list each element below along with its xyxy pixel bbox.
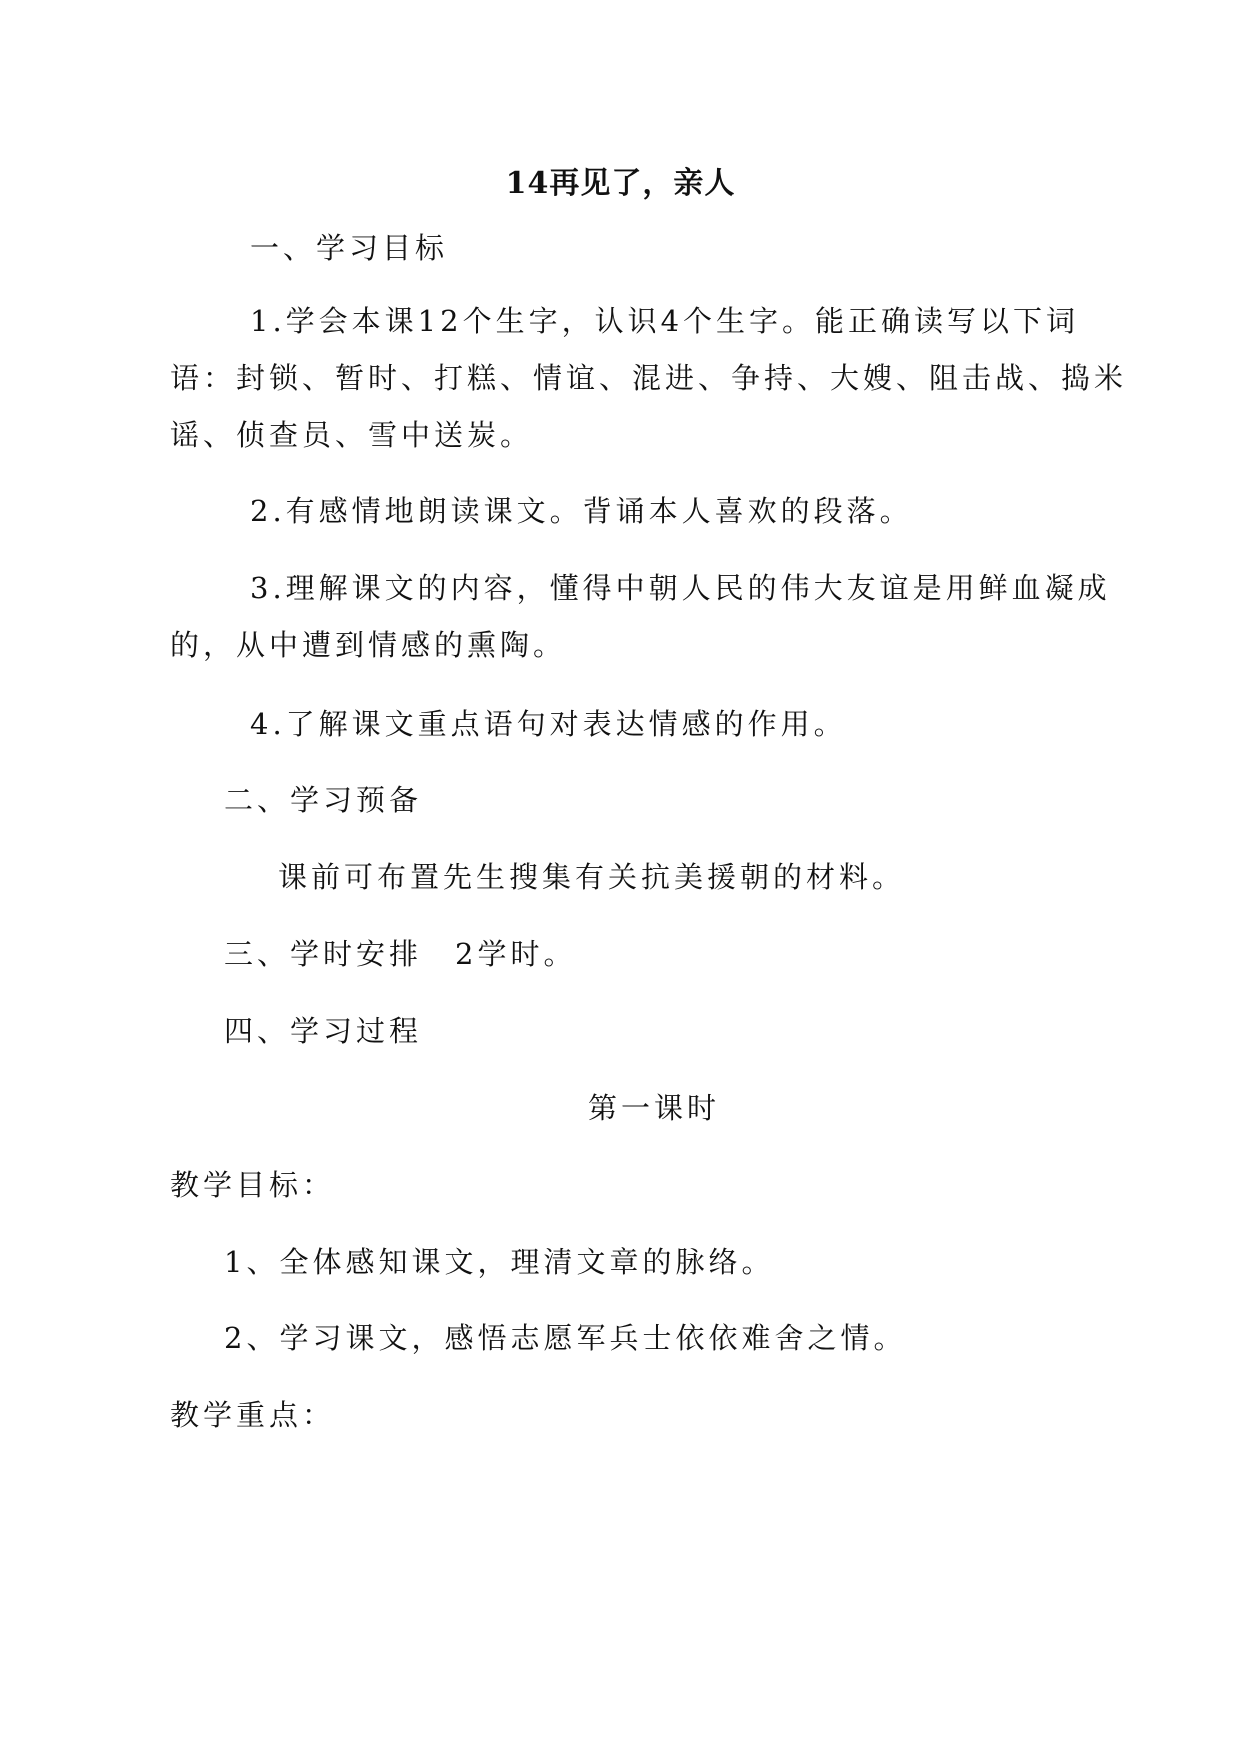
preparation-text: 课前可布置先生搜集有关抗美援朝的材料。	[278, 860, 906, 894]
section-heading-process: 四、学习过程	[224, 1014, 423, 1048]
document-title: 14再见了，亲人	[505, 166, 736, 201]
teaching-goal-1: 1、全体感知课文，理清文章的脉络。	[224, 1245, 775, 1279]
teaching-focus-label: 教学重点：	[170, 1398, 336, 1432]
teaching-goal-2: 2、学习课文，感悟志愿军兵士依依难舍之情。	[224, 1321, 907, 1355]
objective-2: 2.有感情地朗读课文。背诵本人喜欢的段落。	[250, 494, 913, 528]
section-heading-preparation: 二、学习预备	[224, 783, 423, 817]
lesson-heading: 第一课时	[588, 1091, 721, 1125]
section-heading-schedule: 三、学时安排 2学时。	[224, 937, 577, 971]
objective-3-line-2: 的，从中遭到情感的熏陶。	[170, 628, 567, 662]
section-heading-objectives: 一、学习目标	[250, 231, 449, 265]
objective-1-line-2: 语：封锁、暂时、打糕、情谊、混进、争持、大嫂、阻击战、捣米	[170, 361, 1128, 395]
objective-4: 4.了解课文重点语句对表达情感的作用。	[250, 707, 847, 741]
objective-1-line-3: 谣、侦查员、雪中送炭。	[170, 418, 534, 452]
objective-1-line-1: 1.学会本课12个生字，认识4个生字。能正确读写以下词	[250, 304, 1080, 338]
objective-3-line-1: 3.理解课文的内容，懂得中朝人民的伟大友谊是用鲜血凝成	[250, 571, 1111, 605]
teaching-goals-label: 教学目标：	[170, 1168, 336, 1202]
